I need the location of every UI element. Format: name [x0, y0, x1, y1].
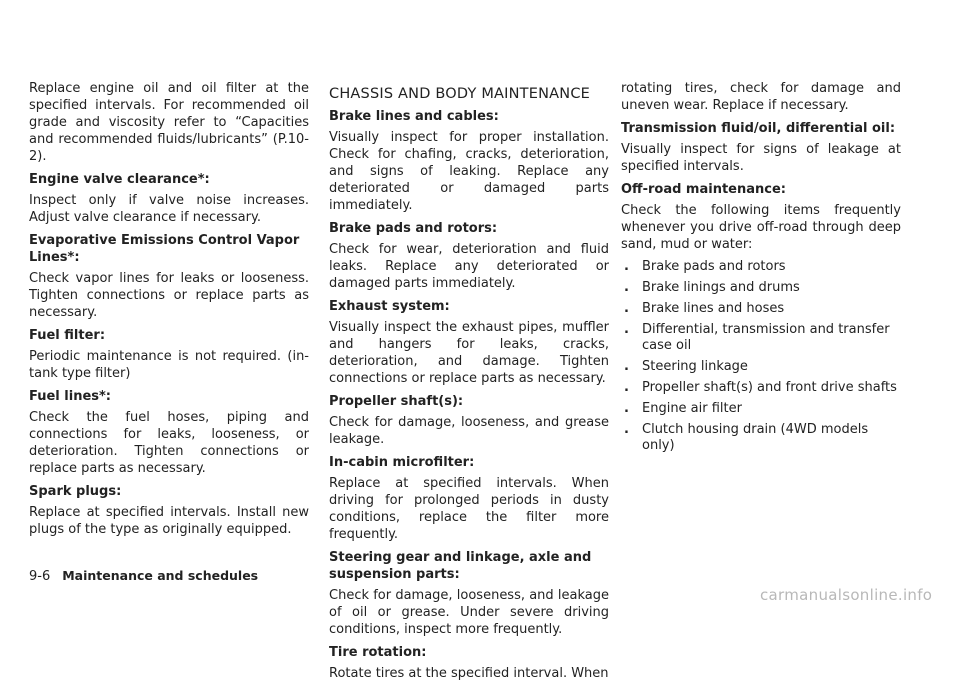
body-paragraph: Check for damage, looseness, and grease leakage.	[329, 415, 609, 447]
body-paragraph: rotating tires, check for damage and uneven wear. Replace if necessary.	[621, 81, 901, 113]
item-heading: Propeller shaft(s):	[329, 394, 464, 409]
body-paragraph: Visually inspect for proper installation. Check for chafing, cracks, deterioration, and signs of leaking. Replace any deteriorated or damaged parts immediately.	[329, 130, 609, 213]
body-paragraph: Inspect only if valve noise increases. Adjust valve clearance if necessary.	[29, 193, 309, 225]
list-item-text: Propeller shaft(s) and front drive shafts	[642, 380, 897, 395]
bullet-marker: .	[624, 301, 629, 316]
page-number: 9-6	[29, 569, 51, 584]
bullet-marker: .	[624, 401, 629, 416]
list-item	[621, 401, 901, 417]
item-heading: Brake lines and cables:	[329, 109, 499, 124]
item-heading: In-cabin microfilter:	[329, 455, 475, 470]
body-paragraph: Check the fuel hoses, piping and connections for leaks, looseness, or deterioration. Tighten connections or replace parts as necessary.	[29, 410, 309, 476]
list-item	[621, 259, 901, 275]
bullet-marker: .	[624, 380, 629, 395]
body-paragraph: Visually inspect the exhaust pipes, muffler and hangers for leaks, cracks, deterioration, and damage. Tighten connections or replace parts as necessary.	[329, 320, 609, 386]
body-paragraph: Rotate tires at the specified interval. When	[329, 666, 609, 681]
column-right-text	[621, 80, 901, 253]
list-item	[621, 301, 901, 317]
body-paragraph: Periodic maintenance is not required. (in-tank type filter)	[29, 349, 309, 381]
column-left	[29, 80, 309, 544]
list-item-text: Clutch housing drain (4WD models only)	[642, 422, 869, 453]
item-heading: Fuel filter:	[29, 328, 106, 343]
item-heading: Engine valve clearance*:	[29, 172, 210, 187]
section-heading: CHASSIS AND BODY MAINTENANCE	[329, 86, 590, 102]
list-item-text: Differential, transmission and transfer case oil	[642, 322, 890, 353]
item-heading: Steering gear and linkage, axle and suspension parts:	[329, 550, 592, 582]
body-paragraph: Check for wear, deterioration and fluid leaks. Replace any deteriorated or damaged parts immediately.	[329, 242, 609, 291]
section-title: Maintenance and schedules	[62, 568, 259, 583]
item-heading: Exhaust system:	[329, 299, 450, 314]
list-item	[621, 359, 901, 375]
column-middle	[329, 86, 609, 688]
list-item-text: Steering linkage	[642, 359, 748, 374]
item-heading: Brake pads and rotors:	[329, 221, 498, 236]
body-paragraph: Replace engine oil and oil filter at the specified intervals. For recommended oil grade and viscosity refer to “Capacities and recommended fluids/lubricants” (P.10-2).	[29, 81, 309, 164]
bullet-marker: .	[624, 259, 629, 274]
body-paragraph: Replace at specified intervals. Install new plugs of the type as originally equipped.	[29, 505, 309, 537]
bullet-marker: .	[624, 422, 629, 437]
list-item	[621, 422, 901, 454]
body-paragraph: Check vapor lines for leaks or looseness. Tighten connections or replace parts as necessary.	[29, 271, 309, 320]
bullet-marker: .	[624, 322, 629, 337]
body-paragraph: Check for damage, looseness, and leakage of oil or grease. Under severe driving conditions, inspect more frequently.	[329, 588, 609, 637]
list-item-text: Engine air filter	[642, 401, 742, 416]
page-footer	[29, 568, 258, 584]
item-heading: Tire rotation:	[329, 645, 427, 660]
off-road-check-list	[621, 259, 901, 454]
item-heading: Evaporative Emissions Control Vapor Lines*:	[29, 233, 300, 265]
item-heading: Off-road maintenance:	[621, 182, 786, 197]
list-item-text: Brake pads and rotors	[642, 259, 786, 274]
column-right	[621, 80, 901, 459]
bullet-marker: .	[624, 359, 629, 374]
list-item-text: Brake lines and hoses	[642, 301, 785, 316]
list-item-text: Brake linings and drums	[642, 280, 800, 295]
item-heading: Spark plugs:	[29, 484, 122, 499]
item-heading: Fuel lines*:	[29, 389, 112, 404]
list-item	[621, 280, 901, 296]
body-paragraph: Check the following items frequently whenever you drive off-road through deep sand, mud or water:	[621, 203, 901, 252]
list-item	[621, 380, 901, 396]
body-paragraph: Replace at specified intervals. When driving for prolonged periods in dusty conditions, replace the filter more frequently.	[329, 476, 609, 542]
body-paragraph: Visually inspect for signs of leakage at specified intervals.	[621, 142, 901, 174]
bullet-marker: .	[624, 280, 629, 295]
list-item	[621, 322, 901, 354]
item-heading: Transmission fluid/oil, differential oil:	[621, 121, 896, 136]
watermark: carmanualsonline.info	[760, 586, 933, 604]
